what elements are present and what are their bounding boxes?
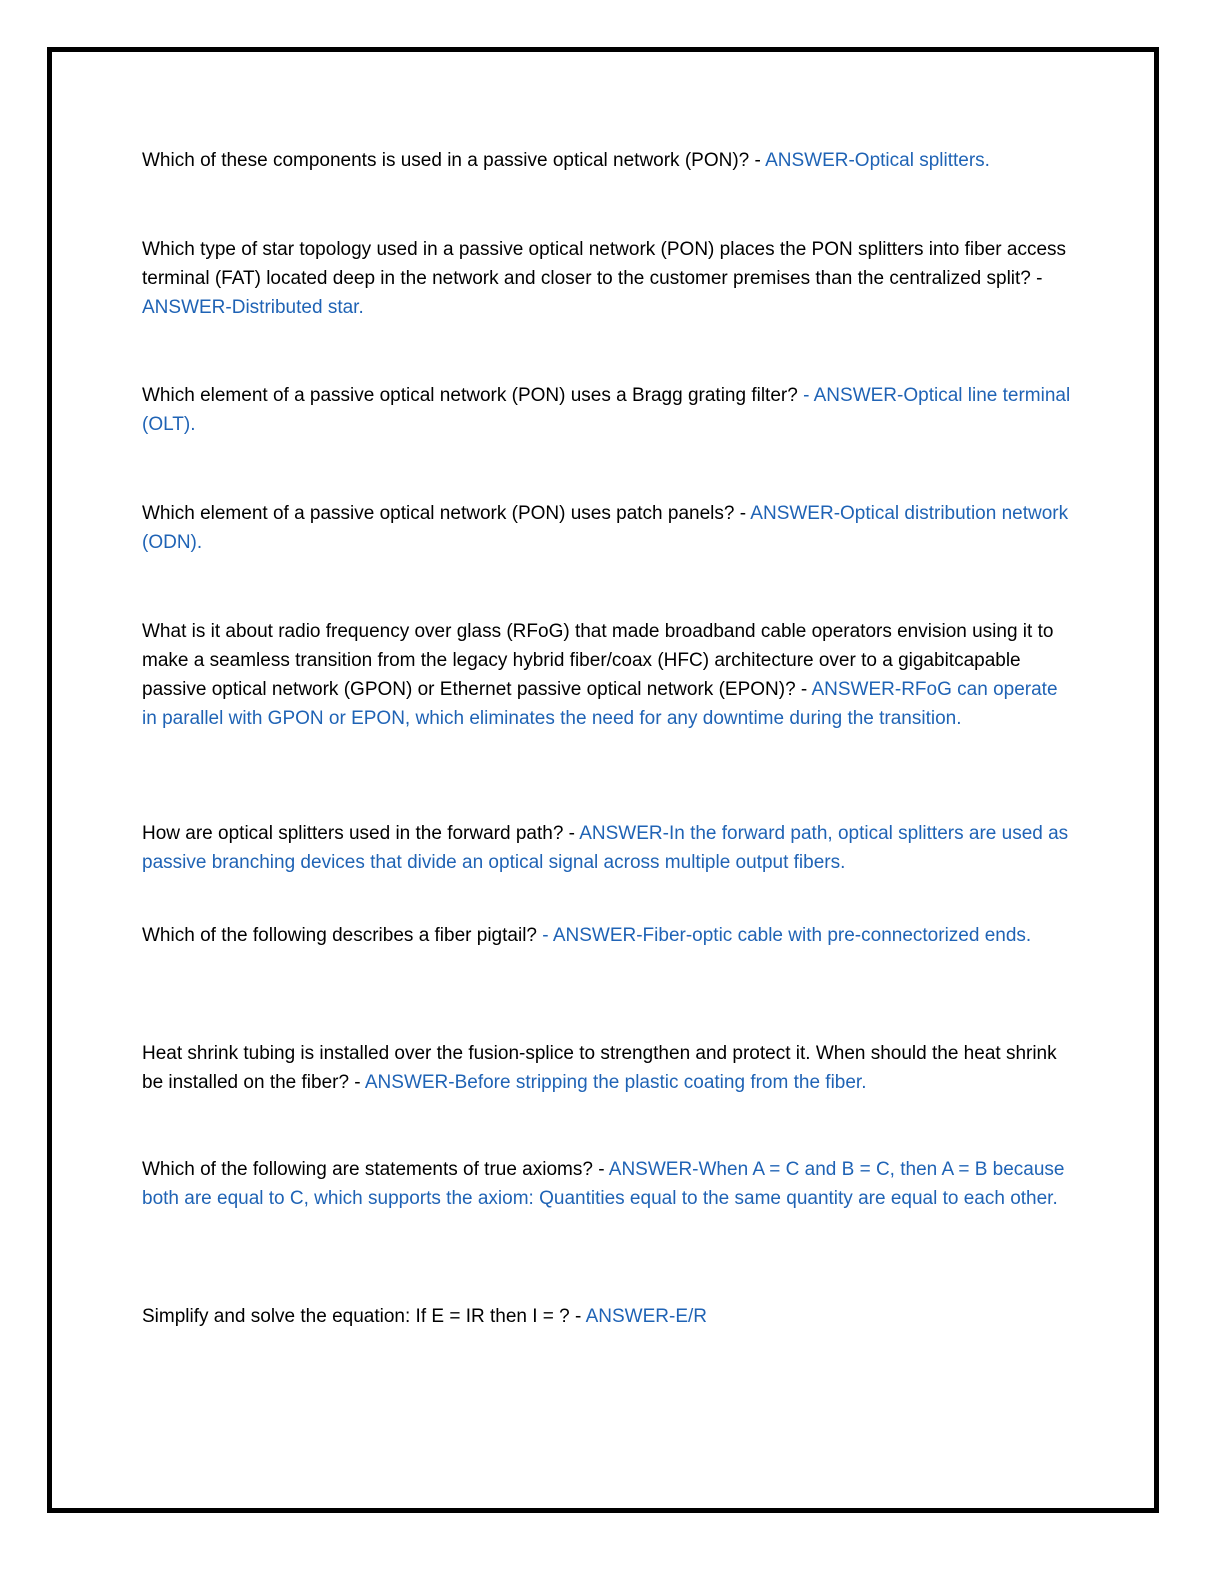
answer-text: - ANSWER-Fiber-optic cable with pre-connectorized ends. [542,925,1032,946]
qa-item-7 [142,921,1072,950]
answer-text: ANSWER-When A = C and B = C, then A = B because both are equal to C, which supports the axiom: Quantities equal to the same quantity are equal to each other. [142,1159,1065,1209]
answer-text: ANSWER-Before stripping the plastic coating from the fiber. [364,1072,867,1093]
question-text: Simplify and solve the equation: If E = IR then I = ? - [142,1306,586,1327]
answer-text: ANSWER-In the forward path, optical splitters are used as passive branching devices that divide an optical signal across multiple output fibers. [142,823,1069,873]
qa-item-3 [142,381,1072,439]
answer-text: ANSWER-Optical splitters. [765,150,990,171]
question-text: Which type of star topology used in a passive optical network (PON) places the PON splitters into fiber access terminal (FAT) located deep in the network and closer to the customer premises than the centralized split? - [142,239,1067,289]
answer-text: ANSWER-Distributed star. [142,297,364,318]
qa-item-1 [142,146,1072,175]
question-text: Which of the following describes a fiber pigtail? [142,925,543,946]
qa-item-10 [142,1302,1072,1331]
qa-item-9 [142,1155,1072,1213]
question-text: Which element of a passive optical network (PON) uses patch panels? - [142,503,751,524]
qa-item-2 [142,235,1072,322]
question-text: How are optical splitters used in the forward path? - [142,823,580,844]
qa-item-8 [142,1039,1072,1097]
answer-text: ANSWER-Optical distribution network (ODN). [142,503,1069,553]
qa-item-4 [142,499,1072,557]
question-text: Heat shrink tubing is installed over the fusion-splice to strengthen and protect it. When should the heat shrink be installed on the fiber? - [142,1043,1057,1093]
answer-text: ANSWER-E/R [585,1306,707,1327]
answer-text: ANSWER-RFoG can operate in parallel with GPON or EPON, which eliminates the need for any downtime during the transition. [142,679,1058,729]
question-text: Which element of a passive optical network (PON) uses a Bragg grating filter? [142,385,804,406]
qa-item-6 [142,819,1072,877]
question-text: Which of these components is used in a passive optical network (PON)? - [142,150,766,171]
answer-text: - ANSWER-Optical line terminal (OLT). [142,385,1071,435]
question-text: What is it about radio frequency over glass (RFoG) that made broadband cable operators envision using it to make a seamless transition from the legacy hybrid fiber/coax (HFC) architecture over to a gigabitcapable passive optical network (GPON) or Ethernet passive optical network (EPON)? - [142,621,1054,700]
question-text: Which of the following are statements of true axioms? - [142,1159,609,1180]
qa-item-5 [142,617,1072,733]
